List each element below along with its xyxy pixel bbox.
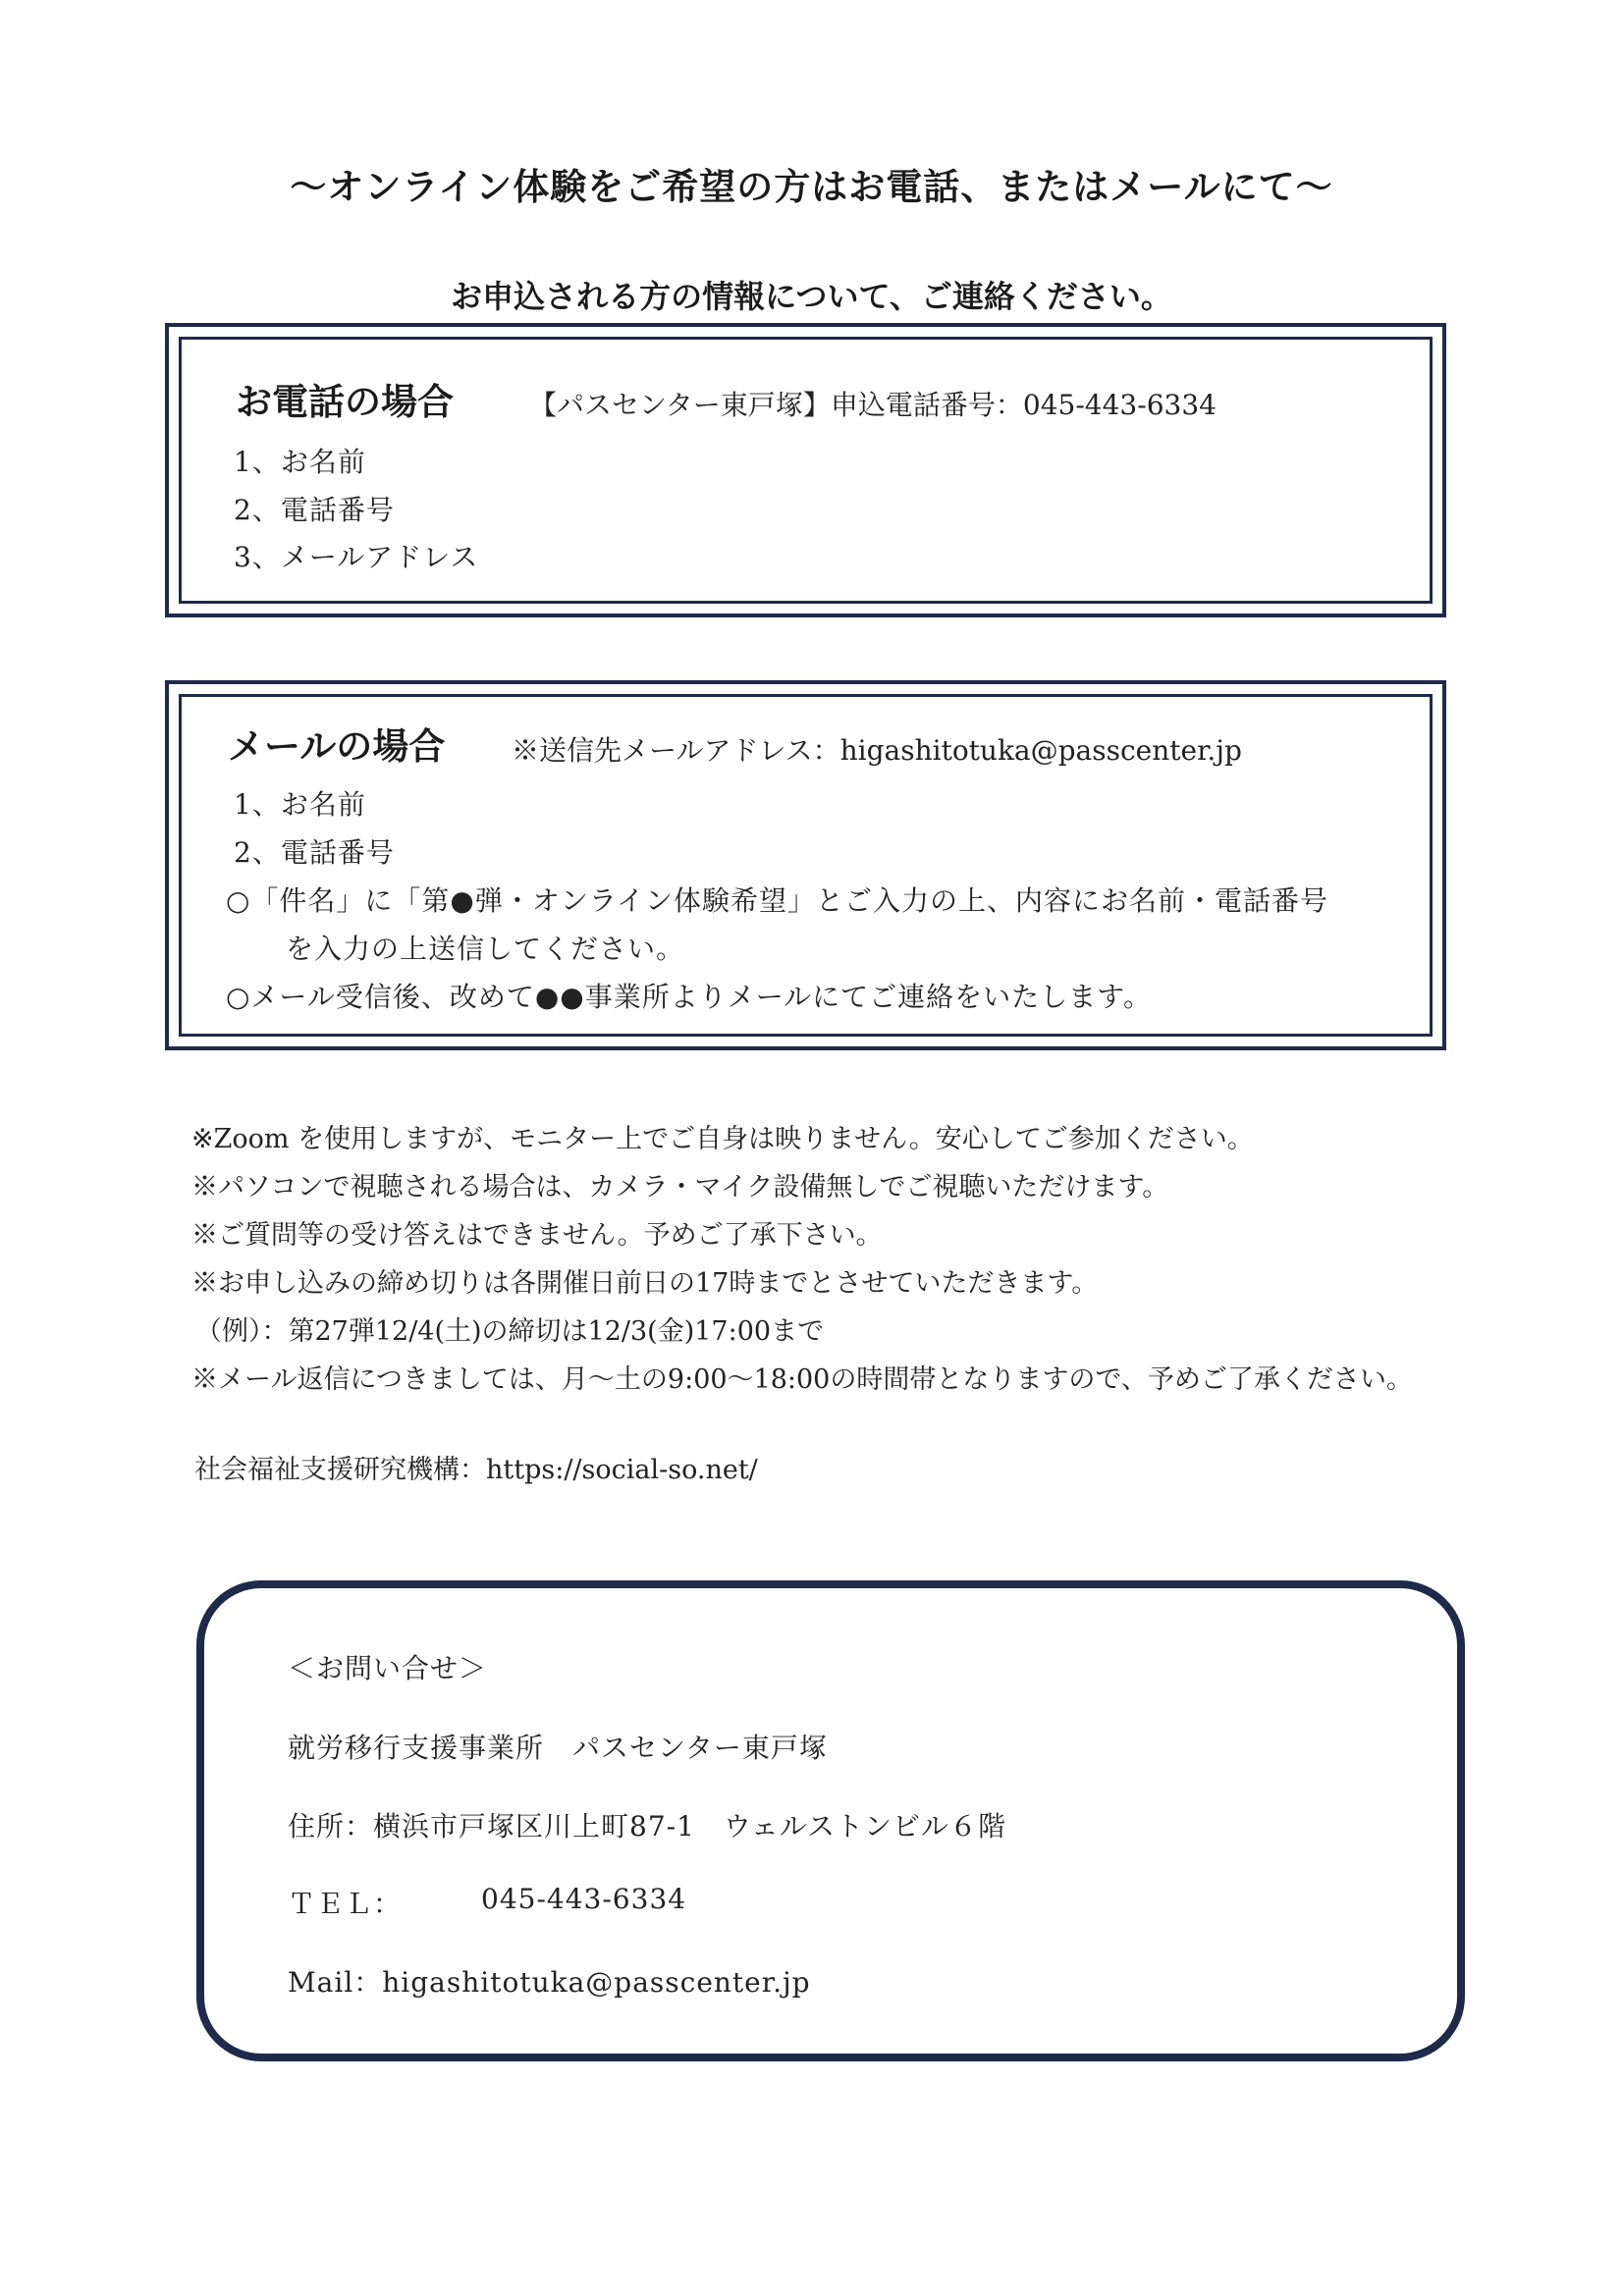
note-deadline: ※お申し込みの締め切りは各開催日前日の17時までとさせていただきます。 [191,1268,1099,1299]
notes-list [191,1115,1413,1404]
mail-item-tel: 2、電話番号 [234,836,395,869]
organization-link-line: 社会福祉支援研究機構：https://social-so.net/ [194,1455,758,1485]
mail-box-heading: メールの場合 [228,725,446,768]
mail-reply-note: ○メール受信後、改めて●●事業所よりメールにてご連絡をいたします。 [226,981,1152,1013]
phone-application-box [165,323,1446,617]
note-pc: ※パソコンで視聴される場合は、カメラ・マイク設備無しでご視聴いただけます。 [191,1172,1169,1202]
contact-heading: ＜お問い合せ＞ [288,1652,488,1684]
contact-tel-label: ＴＥＬ： [288,1888,403,1920]
phone-number-note: 【パスセンター東戸塚】申込電話番号：045-443-6334 [529,389,1217,421]
page-subtitle: お申込される方の情報について、ご連絡ください。 [451,278,1172,315]
note-reply-hours: ※メール返信につきましては、月〜土の9:00〜18:00の時間帯となりますので、予めご了承ください。 [191,1364,1413,1395]
note-example: （例）：第27弾12/4(土)の締切は12/3(金)17:00まで [195,1316,825,1347]
page-title: 〜オンライン体験をご希望の方はお電話、またはメールにて〜 [290,166,1333,208]
contact-mail: Mail：higashitotuka@passcenter.jp [288,1966,811,1999]
contact-address: 住所：横浜市戸塚区川上町87-1 ウェルストンビル６階 [288,1810,1006,1842]
note-questions: ※ご質問等の受け答えはできません。予めご了承下さい。 [191,1220,883,1251]
mail-item-name: 1、お名前 [234,788,366,821]
mail-subject-instruction: ○「件名」に「第●弾・オンライン体験希望」とご入力の上、内容にお名前・電話番号 [226,884,1329,917]
phone-item-name: 1、お名前 [234,446,366,478]
note-zoom: ※Zoom を使用しますが、モニター上でご自身は映りません。安心してご参加ください。 [191,1124,1254,1154]
contact-tel-value: 045-443-6334 [481,1883,687,1915]
contact-office: 就労移行支援事業所 パスセンター東戸塚 [288,1732,828,1764]
phone-item-email: 3、メールアドレス [234,541,479,573]
contact-box [196,1580,1465,2061]
mail-address-note: ※送信先メールアドレス：higashitotuka@passcenter.jp [512,734,1242,767]
mail-subject-instruction-cont: を入力の上送信してください。 [286,933,685,965]
phone-box-heading: お電話の場合 [236,381,454,423]
mail-application-box [165,680,1446,1050]
phone-item-tel: 2、電話番号 [234,494,395,526]
